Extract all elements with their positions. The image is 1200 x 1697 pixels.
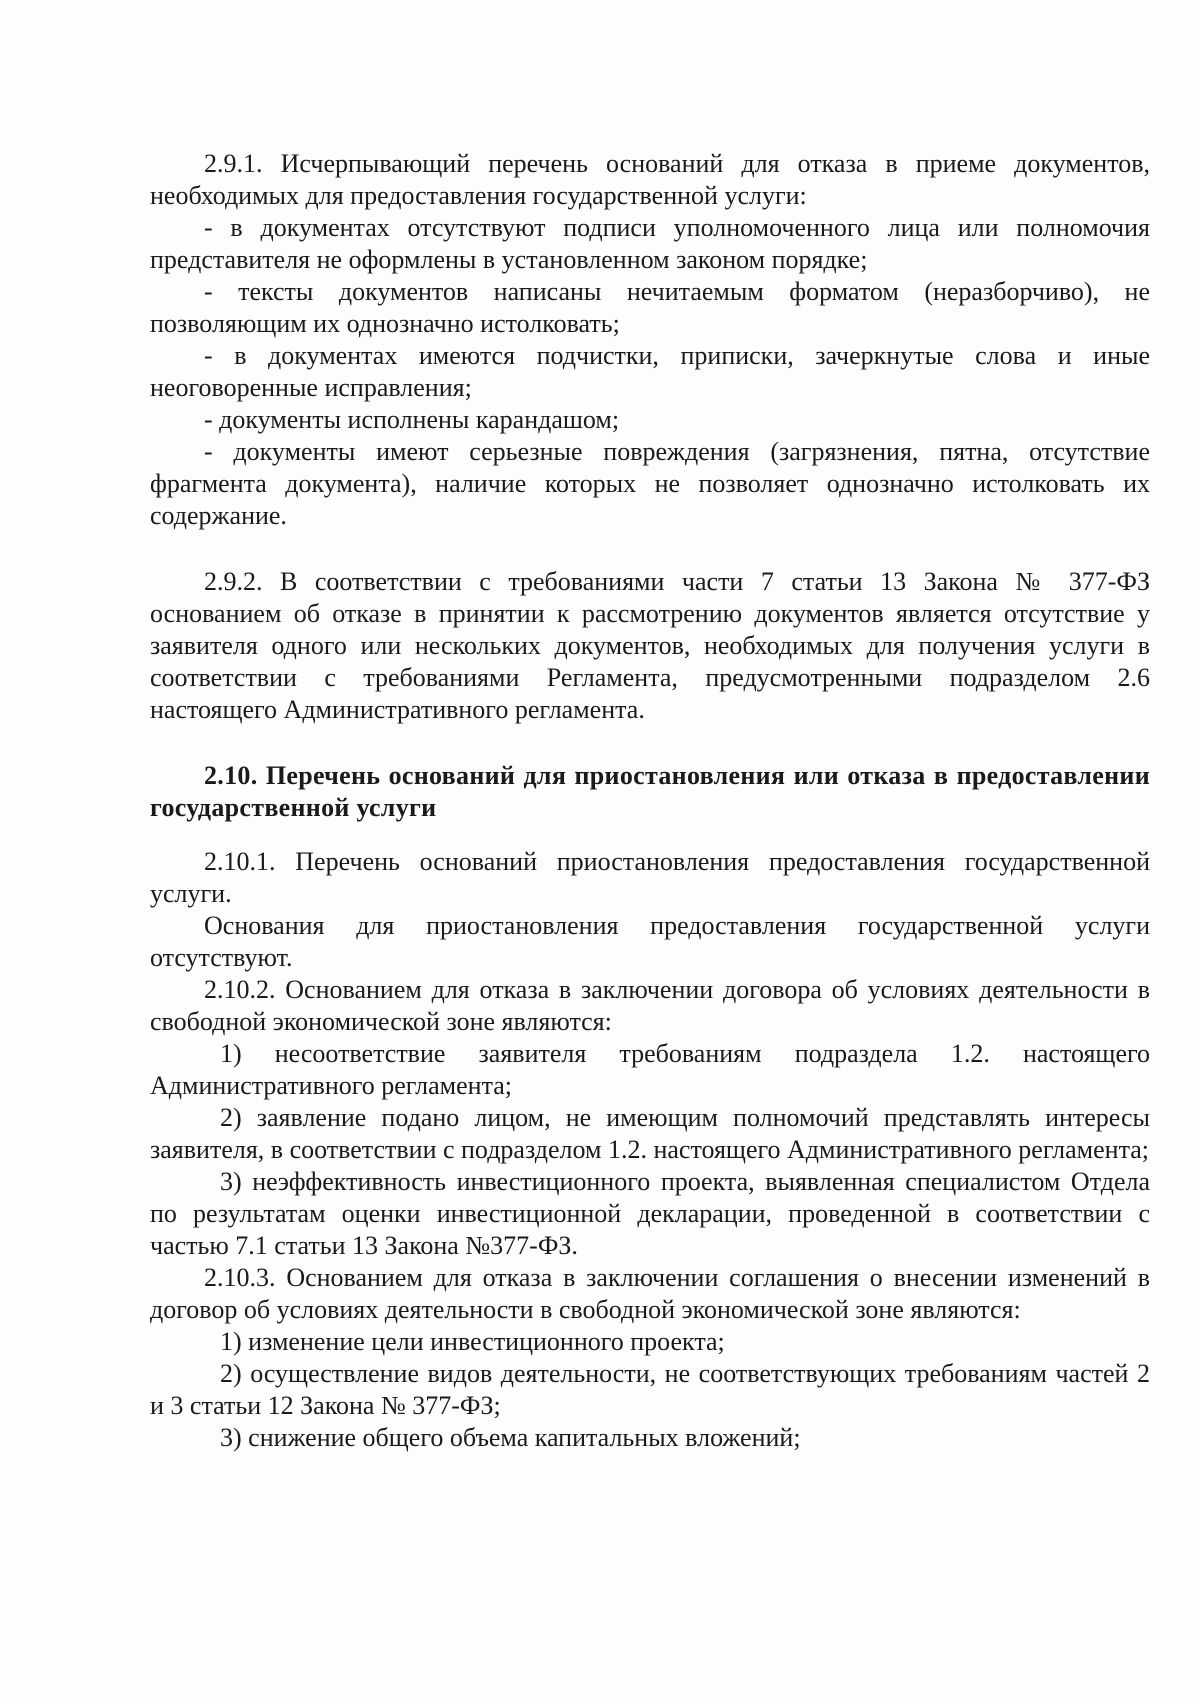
paragraph-2-9-1: 2.9.1. Исчерпывающий перечень оснований для отказа в приеме документов, необходимых для предоставления государственной услуги:	[150, 149, 1150, 210]
section-heading-2-10: 2.10. Перечень оснований для приостановления или отказа в предоставлении государственной услуги	[150, 761, 1150, 822]
list-item: - в документах отсутствуют подписи уполномоченного лица или полномочия представителя не оформлены в установленном законом порядке;	[150, 213, 1150, 274]
list-item: - документы исполнены карандашом;	[204, 405, 620, 434]
list-item: - тексты документов написаны нечитаемым форматом (неразборчиво), не позволяющим их однозначно истолковать;	[150, 277, 1150, 338]
list-item: 3) снижение общего объема капитальных вложений;	[220, 1423, 801, 1452]
document-body	[150, 148, 1150, 1454]
list-item: 2) осуществление видов деятельности, не соответствующих требованиям частей 2 и 3 статьи 12 Закона № 377-ФЗ;	[150, 1359, 1150, 1420]
list-item: - документы имеют серьезные повреждения (загрязнения, пятна, отсутствие фрагмента документа), наличие которых не позволяет однозначно истолковать их содержание.	[150, 437, 1150, 530]
paragraph-2-10-3: 2.10.3. Основанием для отказа в заключении соглашения о внесении изменений в договор об условиях деятельности в свободной экономической зоне являются:	[150, 1263, 1150, 1324]
list-item: 2) заявление подано лицом, не имеющим полномочий представлять интересы заявителя, в соответствии с подразделом 1.2. настоящего Административного регламента;	[150, 1103, 1150, 1164]
paragraph-2-9-2: 2.9.2. В соответствии с требованиями части 7 статьи 13 Закона № 377-ФЗ основанием об отказе в принятии к рассмотрению документов является отсутствие у заявителя одного или нескольких документов, необходимых для получения услуги в соответствии с требованиями Регламента, предусмотренными подразделом 2.6 настоящего Административного регламента.	[150, 567, 1150, 724]
paragraph-2-10-1: 2.10.1. Перечень оснований приостановления предоставления государственной услуги.	[150, 847, 1150, 908]
list-item: 1) изменение цели инвестиционного проекта;	[220, 1327, 725, 1356]
spacer	[150, 726, 1150, 760]
paragraph-2-10-1-body: Основания для приостановления предоставления государственной услуги отсутствуют.	[150, 911, 1150, 972]
list-item: 3) неэффективность инвестиционного проекта, выявленная специалистом Отдела по результатам оценки инвестиционной декларации, проведенной в соответствии с частью 7.1 статьи 13 Закона №377-ФЗ.	[150, 1167, 1150, 1260]
list-item: 1) несоответствие заявителя требованиям подраздела 1.2. настоящего Административного регламента;	[150, 1039, 1150, 1100]
list-item: - в документах имеются подчистки, приписки, зачеркнутые слова и иные неоговоренные исправления;	[150, 341, 1150, 402]
spacer	[150, 532, 1150, 566]
spacer	[150, 824, 1150, 846]
paragraph-2-10-2: 2.10.2. Основанием для отказа в заключении договора об условиях деятельности в свободной экономической зоне являются:	[150, 975, 1150, 1036]
